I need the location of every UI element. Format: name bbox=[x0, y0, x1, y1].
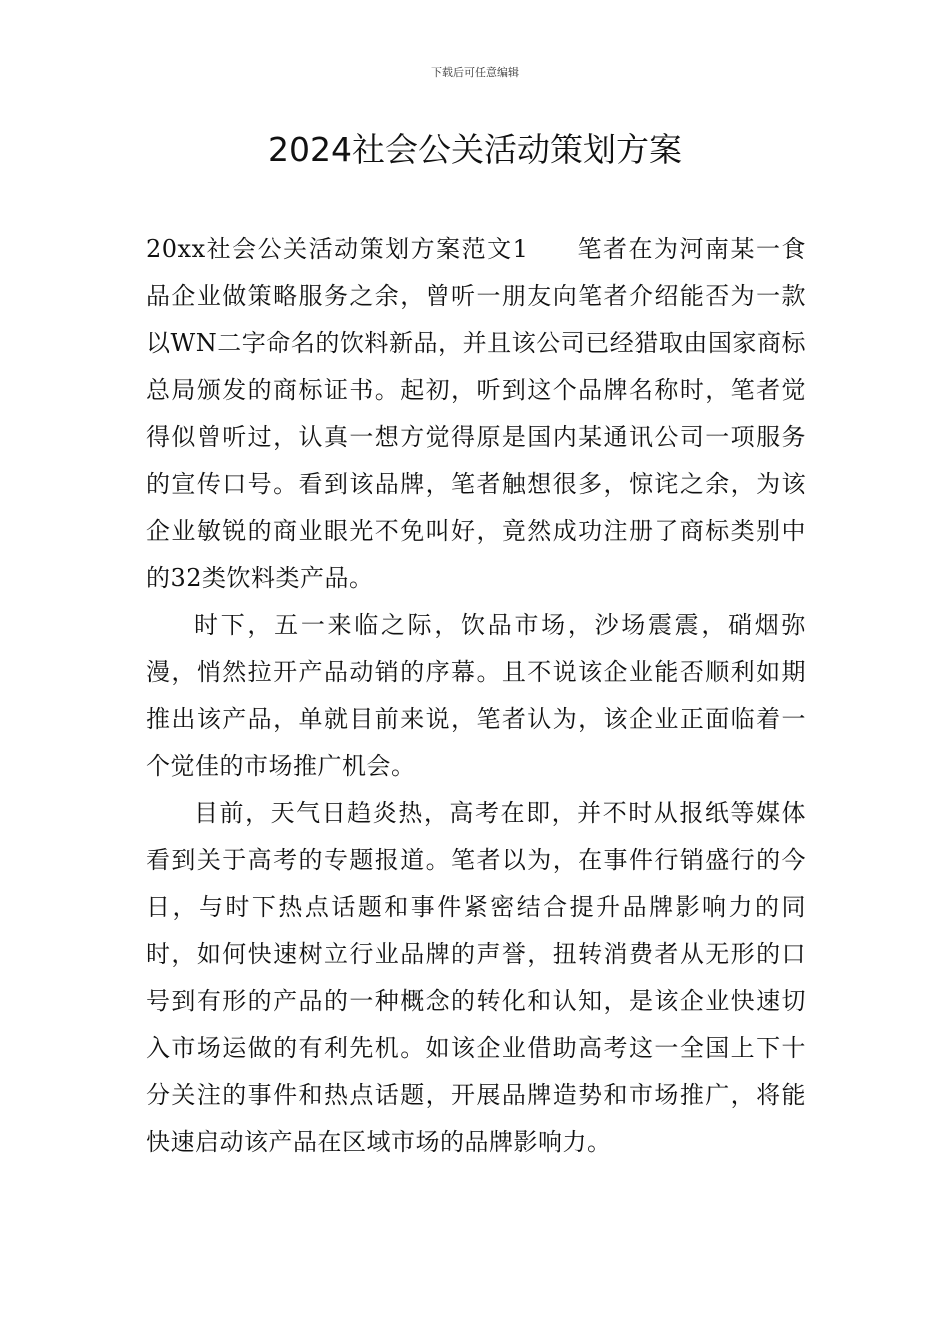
document-title: 2024社会公关活动策划方案 bbox=[268, 130, 682, 169]
section-heading: 20xx社会公关活动策划方案范文1 bbox=[146, 235, 529, 263]
document-body bbox=[146, 226, 806, 1166]
paragraph-2: 时下，五一来临之际，饮品市场，沙场震震，硝烟弥漫，悄然拉开产品动销的序幕。且不说该企业能否顺利如期推出该产品，单就目前来说，笔者认为，该企业正面临着一个觉佳的市场推广机会。 bbox=[146, 611, 806, 780]
paragraph-3: 目前，天气日趋炎热，高考在即，并不时从报纸等媒体看到关于高考的专题报道。笔者以为，在事件行销盛行的今日，与时下热点话题和事件紧密结合提升品牌影响力的同时，如何快速树立行业品牌的声誉，扭转消费者从无形的口号到有形的产品的一种概念的转化和认知，是该企业快速切入市场运做的有利先机。如该企业借助高考这一全国上下十分关注的事件和热点话题，开展品牌造势和市场推广，将能快速启动该产品在区域市场的品牌影响力。 bbox=[146, 799, 806, 1156]
paragraph-1 bbox=[146, 226, 806, 602]
header-note: 下载后可任意编辑 bbox=[431, 66, 519, 79]
paragraph-1-text: 笔者在为河南某一食品企业做策略服务之余，曾听一朋友向笔者介绍能否为一款以WN二字命名的饮料新品，并且该公司已经猎取由国家商标总局颁发的商标证书。起初，听到这个品牌名称时，笔者觉得似曾听过，认真一想方觉得原是国内某通讯公司一项服务的宣传口号。看到该品牌，笔者触想很多，惊诧之余，为该企业敏锐的商业眼光不免叫好，竟然成功注册了商标类别中的32类饮料类产品。 bbox=[146, 235, 806, 592]
